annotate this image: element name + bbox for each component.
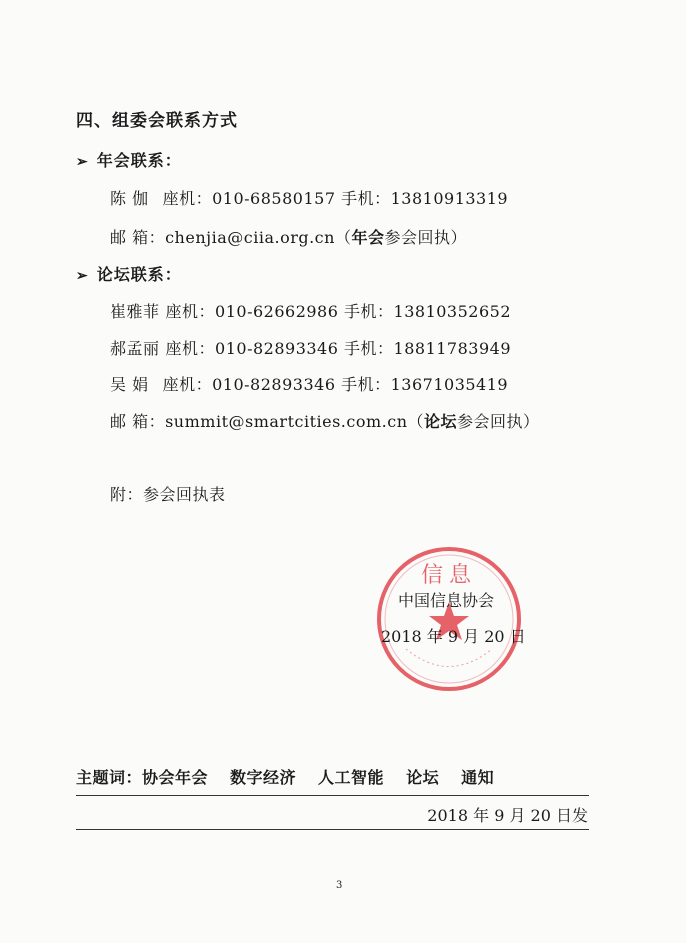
keyword: 论坛: [406, 768, 440, 787]
email-note-open: （: [407, 412, 425, 431]
annual-email-row: [110, 225, 467, 248]
signing-date: 2018 年 9 月 20 日: [381, 627, 526, 646]
mobile-label: 手机：: [341, 189, 391, 208]
forum-contact-row: [110, 336, 511, 359]
landline-label: 座机：: [162, 375, 213, 394]
email-note-open: （: [334, 228, 352, 247]
official-seal-stamp: [374, 544, 524, 694]
annual-email[interactable]: chenjia@ciia.org.cn: [165, 228, 335, 247]
forum-contact-heading: [76, 262, 182, 285]
keywords-label: 主题词：: [76, 768, 143, 787]
landline-number: 010-82893346: [215, 339, 339, 358]
forum-contact-row: [110, 372, 508, 395]
annual-contact-row: [110, 186, 508, 209]
annual-contact-heading: [76, 148, 182, 171]
contact-name: 郝孟丽: [110, 339, 160, 358]
signing-organization: 中国信息协会: [398, 591, 495, 610]
arrow-bullet-icon: ➢: [76, 268, 89, 284]
landline-label: 座机：: [162, 189, 213, 208]
attachment-note: 附：参会回执表: [110, 485, 226, 504]
mobile-number: 18811783949: [393, 339, 512, 358]
mobile-label: 手机：: [344, 339, 394, 358]
email-note-bold: 论坛: [424, 412, 458, 431]
email-note-rest: 参会回执）: [384, 228, 467, 247]
contact-name: 崔雅菲: [110, 302, 160, 321]
landline-number: 010-62662986: [215, 302, 339, 321]
landline-label: 座机：: [165, 339, 216, 358]
seal-text: 信息: [420, 563, 478, 588]
forum-email[interactable]: summit@smartcities.com.cn: [165, 412, 408, 431]
landline-label: 座机：: [165, 302, 216, 321]
keyword: 人工智能: [318, 768, 385, 787]
mobile-number: 13810352652: [393, 302, 512, 321]
mobile-label: 手机：: [344, 302, 394, 321]
email-note-rest: 参会回执）: [457, 412, 540, 431]
forum-heading-text: 论坛联系：: [96, 265, 182, 284]
email-label: 邮 箱：: [110, 412, 166, 431]
mobile-number: 13810913319: [390, 189, 509, 208]
email-note-bold: 年会: [351, 228, 385, 247]
contact-name: 陈 伽: [110, 189, 149, 208]
mobile-number: 13671035419: [390, 375, 509, 394]
divider-top: [76, 795, 589, 796]
keyword: 数字经济: [230, 768, 297, 787]
keyword: 协会年会: [142, 768, 209, 787]
keyword: 通知: [461, 768, 495, 787]
arrow-bullet-icon: ➢: [76, 154, 89, 170]
divider-bottom: [76, 829, 589, 830]
mobile-label: 手机：: [341, 375, 391, 394]
contact-name: 吴 娟: [110, 375, 149, 394]
annual-heading-text: 年会联系：: [96, 151, 182, 170]
forum-contact-row: [110, 299, 511, 322]
keywords-row: [76, 765, 516, 788]
landline-number: 010-68580157: [212, 189, 336, 208]
page-number: 3: [336, 880, 343, 891]
section-title: 四、组委会联系方式: [76, 111, 238, 131]
forum-email-row: [110, 409, 540, 432]
email-label: 邮 箱：: [110, 228, 166, 247]
landline-number: 010-82893346: [212, 375, 336, 394]
issue-date: 2018 年 9 月 20 日发: [427, 806, 588, 825]
